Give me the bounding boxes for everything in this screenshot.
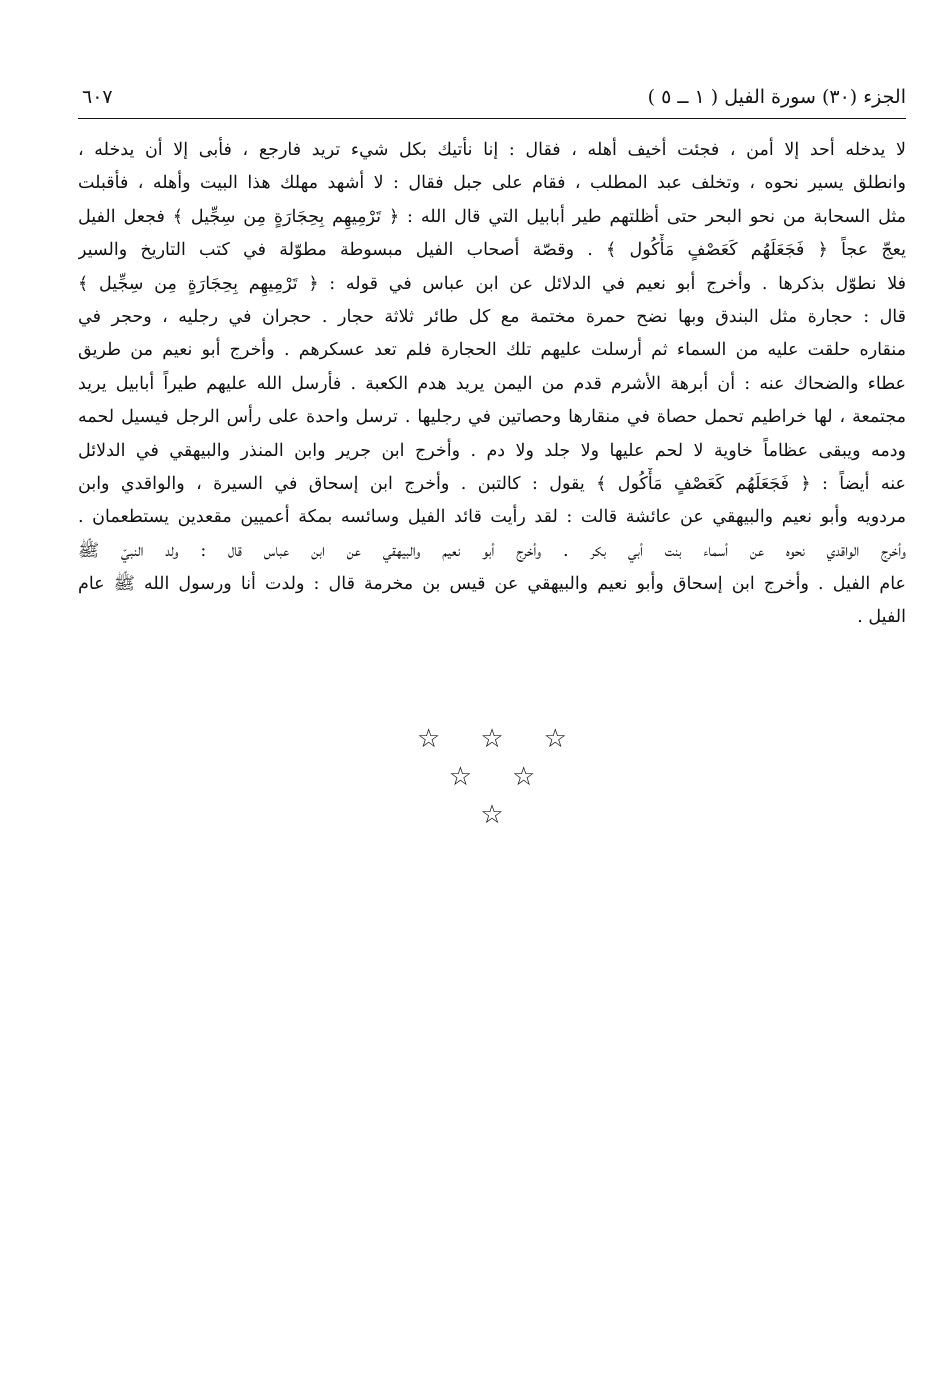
text-line: يعجّ عجاً ﴿ فَجَعَلَهُم كَعَصْفٍ مَأْكُول ﴾ . وقصّة أصحاب الفيل مبسوطة مطوّلة في كتب التاريخ والسير bbox=[78, 240, 906, 261]
text-line: عطاء والضحاك عنه : أن أبرهة الأشرم قدم من اليمن يريد هدم الكعبة . فأرسل الله عليهم طيراً أبابيل يريد bbox=[78, 373, 906, 394]
text-line: قال : حجارة مثل البندق وبها نضح حمرة مختمة مع كل طائر ثلاثة حجار . حجران في رجليه ، وحجر في bbox=[78, 306, 906, 327]
star-icon: ☆ bbox=[512, 762, 536, 792]
header-rule bbox=[78, 118, 906, 119]
running-header bbox=[78, 82, 906, 116]
star-icon: ☆ bbox=[480, 724, 504, 754]
star-row bbox=[78, 796, 906, 834]
text-line: وأخرج الواقدي نحوه عن أسماء بنت أبي بكر . وأخرج أبو نعيم والبيهقي عن ابن عباس قال : ولد النبيّ ﷺ bbox=[78, 540, 906, 561]
body-text bbox=[78, 134, 906, 635]
header-title: الجزء (٣٠) سورة الفيل ( ١ ــ ٥ ) bbox=[647, 86, 906, 108]
star-icon: ☆ bbox=[448, 762, 472, 792]
text-line: منقاره حلقت عليه من السماء ثم أرسلت عليهم تلك الحجارة فلم تعد عسكرهم . وأخرج أبو نعيم من طريق bbox=[78, 340, 906, 361]
page bbox=[78, 82, 906, 830]
star-icon: ☆ bbox=[480, 800, 504, 830]
text-line: مجتمعة ، لها خراطيم تحمل حصاة في منقارها وحصاتين في رجليها . ترسل واحدة على رأس الرجل فيسيل لحمه bbox=[78, 407, 906, 428]
star-row bbox=[78, 758, 906, 796]
text-line: وانطلق يسير نحوه ، وتخلف عبد المطلب ، فقام على جبل فقال : لا أشهد مهلك هذا البيت وأهله ، فأقبلت bbox=[78, 173, 906, 194]
text-line: الفيل . bbox=[857, 607, 906, 628]
star-ornament bbox=[78, 720, 906, 834]
star-icon: ☆ bbox=[543, 724, 567, 754]
star-icon: ☆ bbox=[417, 724, 441, 754]
text-line: لا يدخله أحد إلا أمن ، فجئت أخيف أهله ، فقال : إنا نأتيك بكل شيء تريد فارجع ، فأبى إلا أن يدخله ، bbox=[78, 140, 906, 160]
page-number: ٦٠٧ bbox=[82, 86, 113, 108]
text-line: فلا نطوّل بذكرها . وأخرج أبو نعيم في الدلائل عن ابن عباس في قوله : ﴿ تَرْمِيهِم بِحِجَارَةٍ مِن سِجِّيل ﴾ bbox=[78, 273, 906, 294]
text-line: مثل السحابة من نحو البحر حتى أظلتهم طير أبابيل التي قال الله : ﴿ تَرْمِيهِم بِحِجَارَةٍ مِن سِجِّيل ﴾ فجعل الفيل bbox=[78, 206, 906, 227]
star-row bbox=[78, 720, 906, 758]
text-line: عام الفيل . وأخرج ابن إسحاق وأبو نعيم والبيهقي عن قيس بن مخرمة قال : ولدت أنا ورسول الله ﷺ عام bbox=[78, 574, 906, 595]
text-line: ودمه ويبقى عظاماً خاوية لا لحم عليها ولا جلد ولا دم . وأخرج ابن جرير وابن المنذر والبيهقي في الدلائل bbox=[78, 440, 906, 461]
text-line: مردويه وأبو نعيم والبيهقي عن عائشة قالت : لقد رأيت قائد الفيل وسائسه بمكة أعميين مقعدين يستطعمان . bbox=[78, 507, 906, 528]
text-line: عنه أيضاً : ﴿ فَجَعَلَهُم كَعَصْفٍ مَأْكُول ﴾ يقول : كالتبن . وأخرج ابن إسحاق في السيرة ، والواقدي وابن bbox=[78, 473, 906, 494]
